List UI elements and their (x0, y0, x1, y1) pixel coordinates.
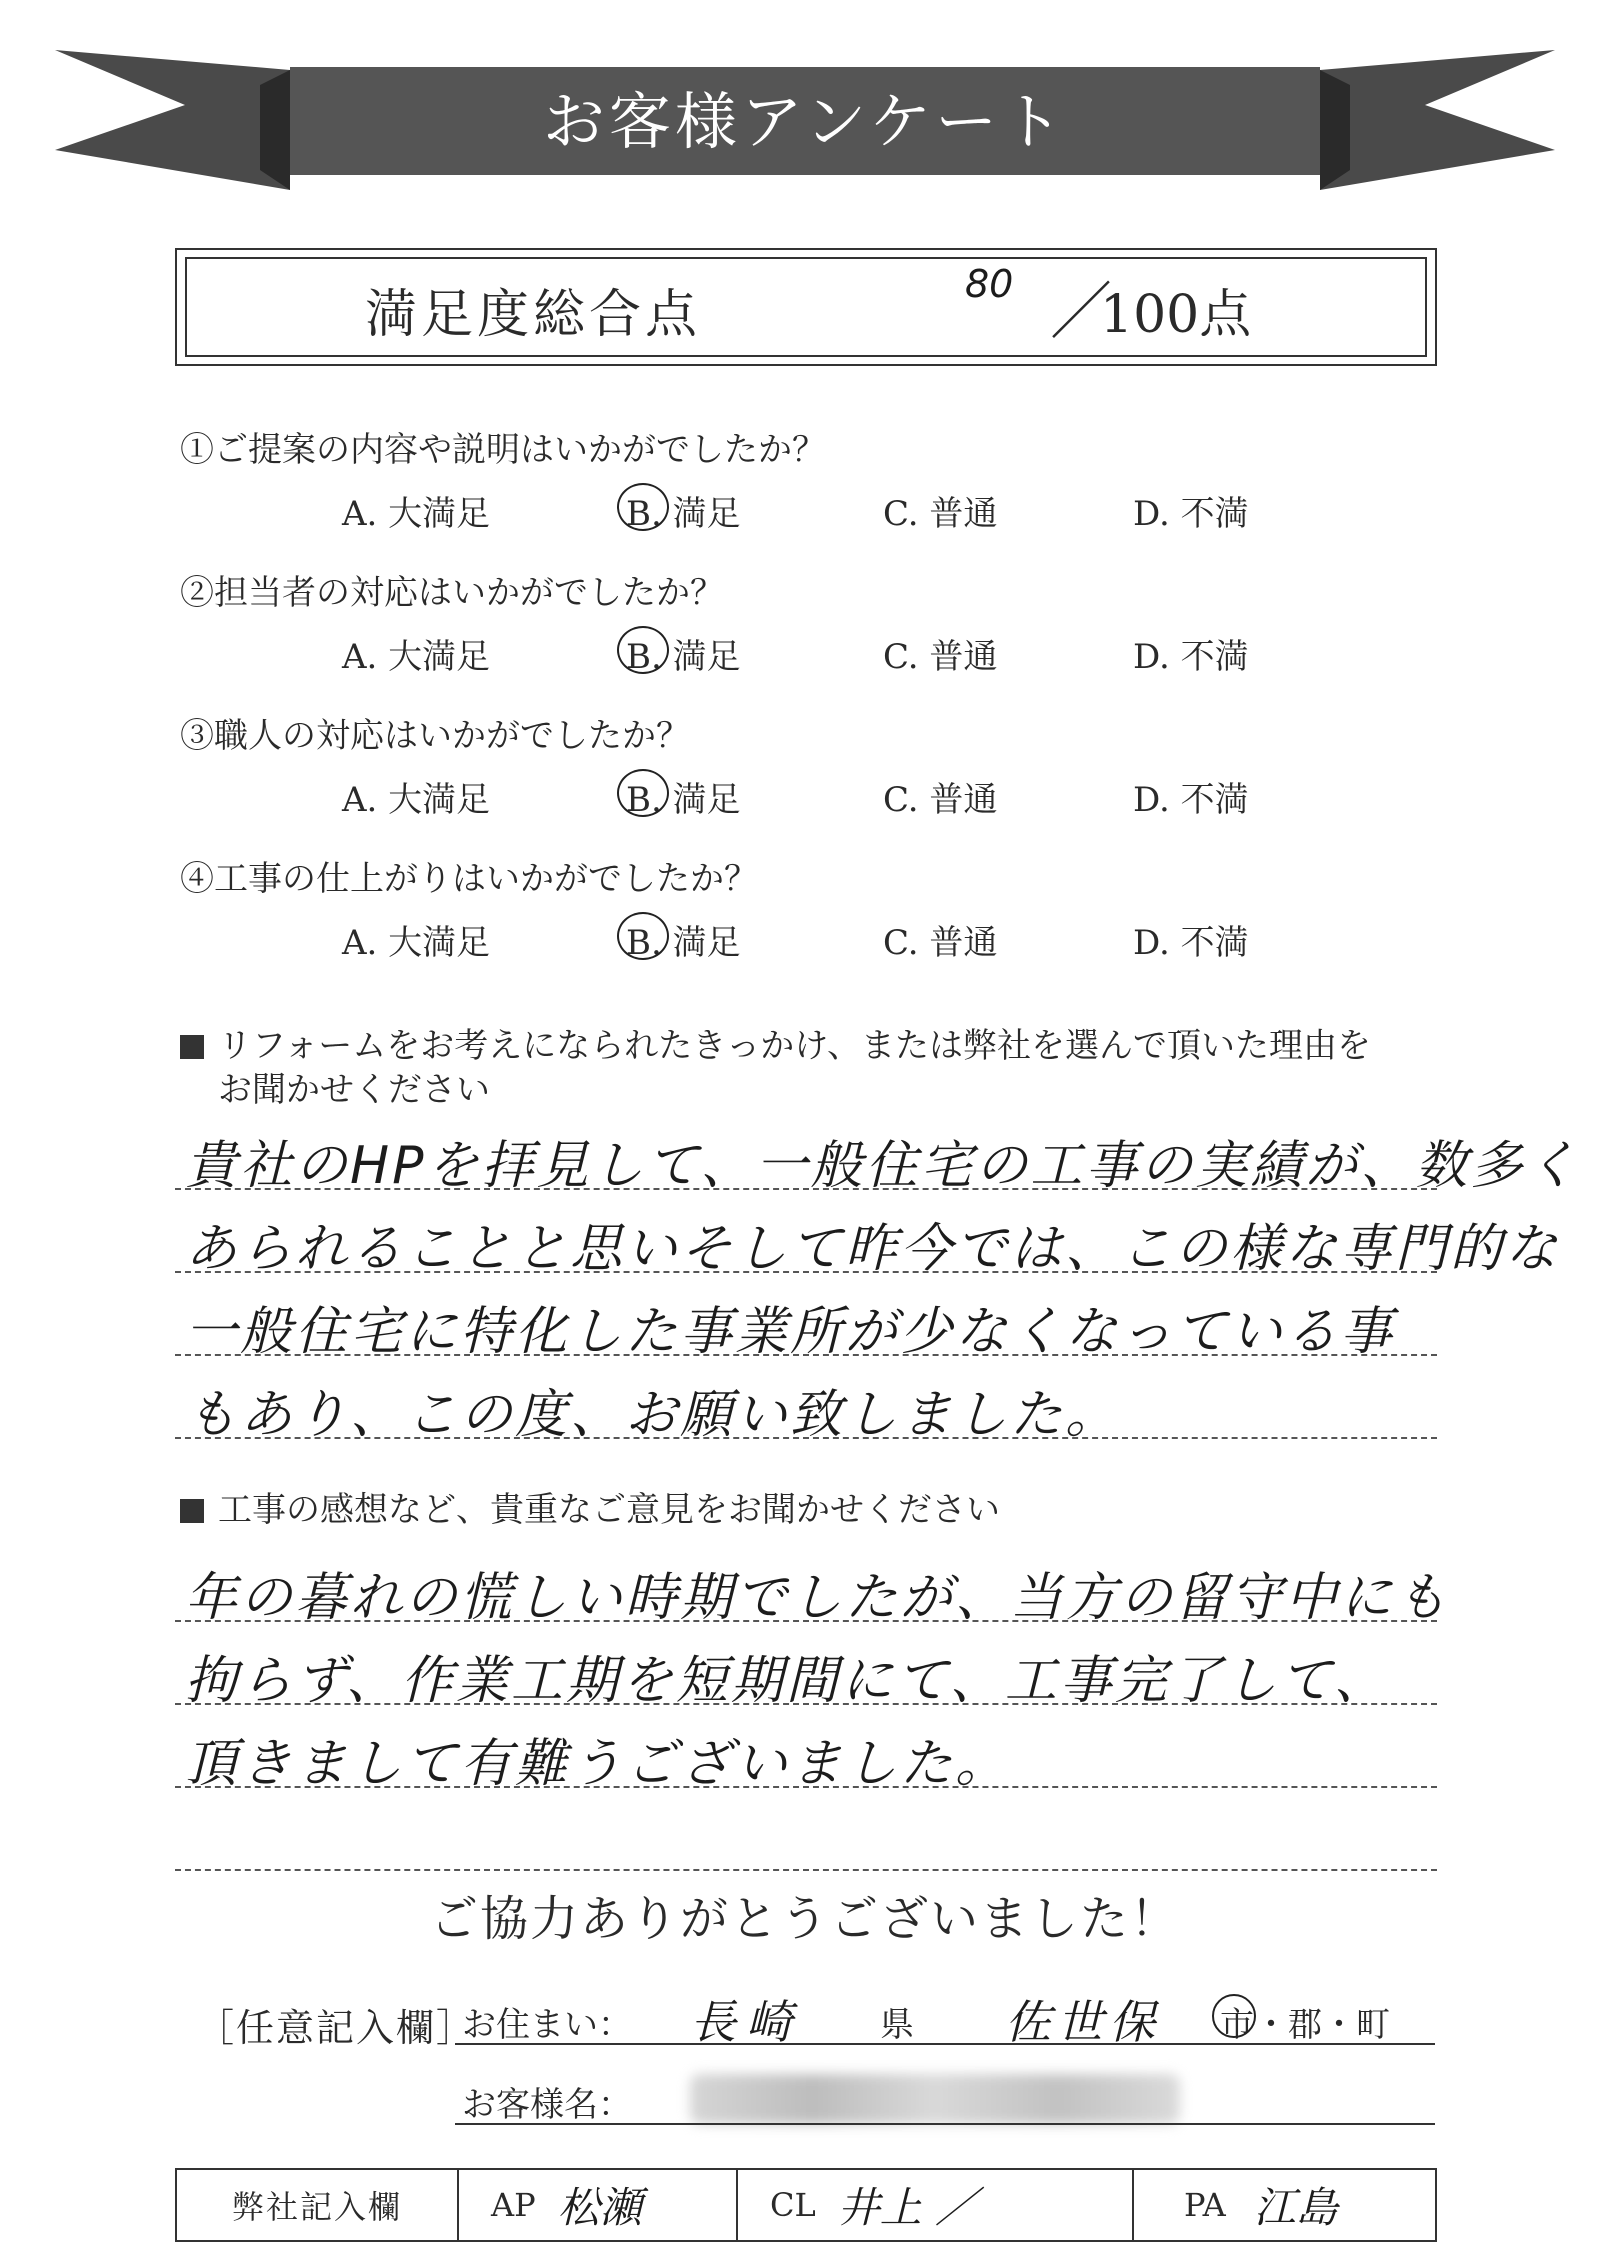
optional-fields-label: ［任意記入欄］ (196, 2006, 477, 2050)
pa-label: PA (1184, 2186, 1226, 2224)
reason-line-3[interactable]: 一般住宅に特化した事業所が少なくなっている事 (185, 1302, 1396, 1362)
cl-cell (738, 2170, 1134, 2240)
q2-selected-circle (617, 626, 669, 674)
q2-option-d[interactable]: D. 不満 (1133, 637, 1249, 677)
q1-option-a[interactable]: A. 大満足 (342, 494, 491, 534)
ap-label: AP (491, 2186, 536, 2224)
office-use-table (175, 2168, 1437, 2242)
customer-name-label: お客様名： (462, 2085, 632, 2125)
cl-value[interactable]: 井上 ／ (837, 2183, 978, 2232)
score-value[interactable]: 80 (965, 262, 1014, 306)
q2-option-b[interactable]: B. 満足 (626, 637, 741, 677)
reason-rule-2 (175, 1271, 1437, 1273)
impression-line-3[interactable]: 頂きまして有難うございました。 (185, 1734, 1011, 1794)
address-prefecture-value[interactable]: 長崎 (690, 1995, 802, 2049)
q4-option-a[interactable]: A. 大満足 (342, 923, 491, 963)
impression-heading: 工事の感想など、貴重なご意見をお聞かせください (180, 1488, 1000, 1532)
impression-rule-4 (175, 1869, 1437, 1871)
q3-option-b[interactable]: B. 満足 (626, 780, 741, 820)
q2-option-a[interactable]: A. 大満足 (342, 637, 491, 677)
impression-rule-1 (175, 1620, 1437, 1622)
page-title: お客様アンケート (542, 85, 1068, 158)
ap-value[interactable]: 松瀬 (557, 2183, 642, 2232)
q1-option-b[interactable]: B. 満足 (626, 494, 741, 534)
ribbon-left-tail (55, 50, 290, 190)
thanks-message: ご協力ありがとうございました！ (429, 1891, 1180, 1947)
impression-rule-3 (175, 1786, 1437, 1788)
q4-option-d[interactable]: D. 不満 (1133, 923, 1249, 963)
reason-heading: リフォームをお考えになられたきっかけ、または弊社を選んで頂いた理由を (180, 1024, 1371, 1068)
ribbon-right-tail (1320, 50, 1555, 190)
question-1: ①ご提案の内容や説明はいかがでしたか？ (180, 430, 826, 470)
address-label: お住まい： (462, 2005, 632, 2045)
pa-cell (1134, 2170, 1435, 2240)
impression-rule-2 (175, 1703, 1437, 1705)
q4-option-c[interactable]: C. 普通 (883, 923, 998, 963)
question-4: ④工事の仕上がりはいかがでしたか？ (180, 859, 758, 899)
reason-line-1[interactable]: 貴社のHPを拝見して、一般住宅の工事の実績が、数多く (185, 1136, 1581, 1196)
q3-option-c[interactable]: C. 普通 (883, 780, 998, 820)
city-suffix: 市・郡・町 (1220, 2005, 1390, 2045)
q3-option-a[interactable]: A. 大満足 (342, 780, 491, 820)
square-bullet-icon (180, 1499, 204, 1523)
reason-line-4[interactable]: もあり、この度、お願い致しました。 (185, 1385, 1121, 1445)
question-3: ③職人の対応はいかがでしたか？ (180, 716, 690, 756)
address-underline (455, 2043, 1435, 2045)
q1-selected-circle (617, 483, 669, 531)
cl-label: CL (770, 2186, 816, 2224)
q1-option-d[interactable]: D. 不満 (1133, 494, 1249, 534)
customer-name-redacted (690, 2074, 1180, 2124)
q2-option-c[interactable]: C. 普通 (883, 637, 998, 677)
question-2: ②担当者の対応はいかがでしたか？ (180, 573, 724, 613)
score-max: 100点 (1100, 285, 1252, 345)
office-use-label: 弊社記入欄 (177, 2170, 459, 2240)
q3-option-d[interactable]: D. 不満 (1133, 780, 1249, 820)
customer-name-underline (455, 2123, 1435, 2125)
reason-rule-3 (175, 1354, 1437, 1356)
reason-line-2[interactable]: あられることと思いそして昨今では、この様な専門的な (185, 1219, 1561, 1279)
prefecture-suffix: 県 (880, 2005, 914, 2045)
reason-heading-cont: お聞かせください (218, 1070, 490, 1110)
pa-value[interactable]: 江島 (1253, 2183, 1338, 2232)
ap-cell (459, 2170, 738, 2240)
address-city-value[interactable]: 佐世保 (1005, 1995, 1161, 2049)
reason-rule-4 (175, 1437, 1437, 1439)
city-selected-circle (1212, 1994, 1256, 2038)
score-slash: ／ (1050, 275, 1113, 348)
impression-line-1[interactable]: 年の暮れの慌しい時期でしたが、当方の留守中にも (185, 1568, 1451, 1628)
q1-option-c[interactable]: C. 普通 (883, 494, 998, 534)
square-bullet-icon (180, 1035, 204, 1059)
score-label: 満足度総合点 (365, 285, 702, 345)
q4-selected-circle (617, 912, 669, 960)
reason-rule-1 (175, 1188, 1437, 1190)
q4-option-b[interactable]: B. 満足 (626, 923, 741, 963)
q3-selected-circle (617, 769, 669, 817)
impression-line-2[interactable]: 拘らず、作業工期を短期間にて、工事完了して、 (185, 1651, 1389, 1711)
